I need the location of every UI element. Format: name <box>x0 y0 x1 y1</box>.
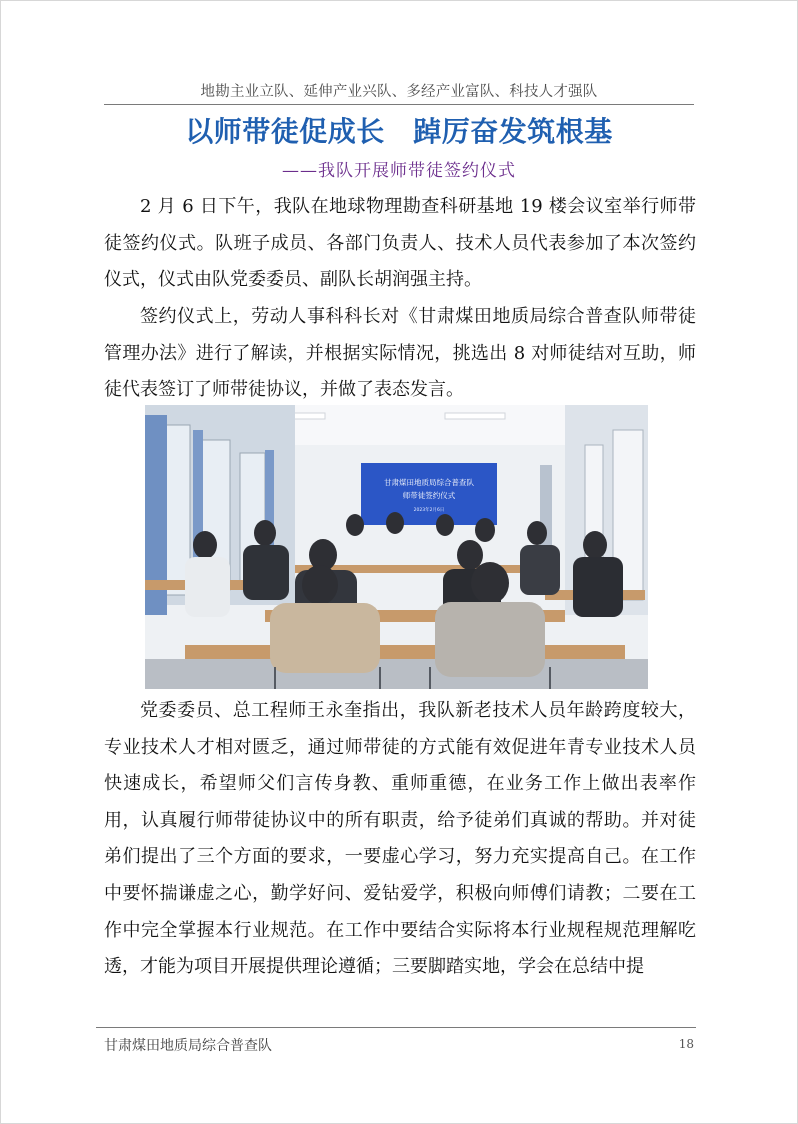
header-slogan: 地勘主业立队、延伸产业兴队、多经产业富队、科技人才强队 <box>200 84 598 100</box>
screen-line-2: 师带徒签约仪式 <box>402 491 456 500</box>
page-number: 18 <box>678 1037 694 1051</box>
article-subtitle: ——我队开展师带徒签约仪式 <box>282 161 516 181</box>
footer-organization: 甘肃煤田地质局综合普查队 <box>104 1038 272 1054</box>
paragraph-3: 党委委员、总工程师王永奎指出，我队新老技术人员年龄跨度较大，专业技术人才相对匮乏，通过师带徒的方式能有效促进年青专业技术人员快速成长，希望师父们言传身教、重师重德，在业务工作上做出表率作用，认真履行师带徒协议中的所有职责，给予徒弟们真诚的帮助。并对徒弟们提出了三个方面的要求，一要虚心学习，努力充实提高自己。在工作中要怀揣谦虚之心，勤学好问、爱钻爱学，积极向师傅们请教；二要在工作中完全掌握本行业规范。在工作中要结合实际将本行业规程规范理解吃透，才能为项目开展提供理论遵循；三要脚踏实地，学会在总结中提 <box>104 700 696 978</box>
paragraph-2: 签约仪式上，劳动人事科科长对《甘肃煤田地质局综合普查队师带徒管理办法》进行了解读，并根据实际情况，挑选出 8 对师徒结对互助，师徒代表签订了师带徒协议，并做了表态发言。 <box>104 306 696 401</box>
screen-line-1: 甘肃煤田地质局综合普查队 <box>384 478 474 487</box>
paragraph-1: 2 月 6 日下午，我队在地球物理勘查科研基地 19 楼会议室举行师带徒签约仪式。队班子成员、各部门负责人、技术人员代表参加了本次签约仪式，仪式由队党委委员、副队长胡润强主持。 <box>104 196 696 291</box>
meeting-photo <box>145 405 648 689</box>
footer-rule <box>96 1027 696 1028</box>
article-title: 以师带徒促成长 踔厉奋发筑根基 <box>185 115 613 148</box>
header-rule <box>104 104 694 105</box>
screen-date: 2023年2月6日 <box>413 508 445 513</box>
